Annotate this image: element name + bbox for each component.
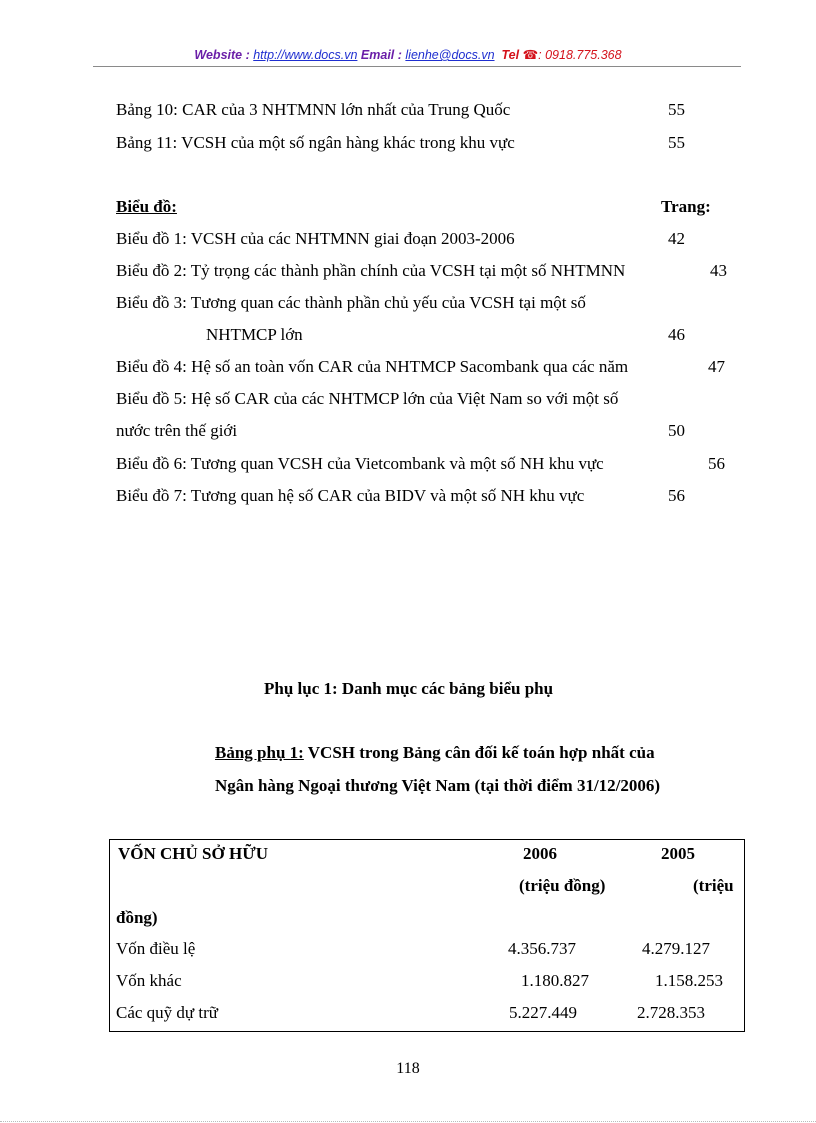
table-unit-2006: (triệu đồng) bbox=[519, 876, 606, 895]
page-number: 118 bbox=[396, 1060, 420, 1077]
list-item: Biểu đồ 4: Hệ số an toàn vốn CAR của NHTMCP Sacombank qua các năm bbox=[116, 357, 629, 376]
website-link[interactable]: http://www.docs.vn bbox=[253, 48, 358, 62]
table-unit-2005: (triệu bbox=[693, 876, 734, 895]
email-label: Email bbox=[360, 48, 395, 62]
page-bottom-border bbox=[0, 1121, 816, 1122]
list-item-page: 43 bbox=[710, 261, 727, 280]
list-item-page: 56 bbox=[668, 486, 685, 505]
phone-icon: ☎ bbox=[522, 48, 539, 62]
list-item-continuation: NHTMCP lớn bbox=[206, 325, 303, 344]
table-row-name: Các quỹ dự trữ bbox=[116, 1003, 218, 1022]
list-item-page: 42 bbox=[668, 229, 685, 248]
subtable-title-line1 bbox=[215, 743, 655, 763]
table-row-name: Vốn điều lệ bbox=[116, 939, 196, 958]
table-row-2006: 4.356.737 bbox=[508, 939, 576, 958]
table-row-2005: 1.158.253 bbox=[655, 971, 723, 990]
email-separator: : bbox=[394, 48, 406, 62]
table-header-equity: VỐN CHỦ SỞ HỮU bbox=[118, 844, 269, 863]
table-row-name: Vốn khác bbox=[116, 971, 182, 990]
header-divider bbox=[93, 66, 741, 67]
appendix-title: Phụ lục 1: Danh mục các bảng biểu phụ bbox=[264, 679, 554, 698]
list-item-page: 55 bbox=[668, 133, 685, 152]
charts-heading: Biểu đồ: bbox=[116, 197, 177, 216]
tel-label: Tel bbox=[501, 48, 520, 62]
subtable-label: Bảng phụ 1: bbox=[215, 743, 304, 762]
table-unit-continuation: đồng) bbox=[116, 908, 158, 927]
list-item: Biểu đồ 1: VCSH của các NHTMNN giai đoạn 2003-2006 bbox=[116, 229, 515, 248]
table-row-2005: 2.728.353 bbox=[637, 1003, 705, 1022]
equity-table bbox=[109, 839, 745, 1032]
page-header bbox=[0, 47, 816, 62]
subtable-title-text: VCSH trong Bảng cân đối kế toán hợp nhất của bbox=[303, 743, 655, 762]
tel-number: : 0918.775.368 bbox=[538, 48, 622, 62]
table-header-2006: 2006 bbox=[523, 844, 557, 863]
list-item-page: 55 bbox=[668, 100, 685, 119]
table-row-2005: 4.279.127 bbox=[642, 939, 710, 958]
list-item-page: 50 bbox=[668, 421, 685, 440]
list-item-page: 47 bbox=[708, 357, 725, 376]
email-link[interactable]: lienhe@docs.vn bbox=[405, 48, 495, 62]
list-item-page: 46 bbox=[668, 325, 685, 344]
table-row-2006: 1.180.827 bbox=[521, 971, 589, 990]
page-column-heading: Trang: bbox=[661, 197, 711, 216]
list-item: Bảng 10: CAR của 3 NHTMNN lớn nhất của Trung Quốc bbox=[116, 100, 511, 119]
list-item-continuation: nước trên thế giới bbox=[116, 421, 238, 440]
table-row-2006: 5.227.449 bbox=[509, 1003, 577, 1022]
list-item: Biểu đồ 6: Tương quan VCSH của Vietcombank và một số NH khu vực bbox=[116, 454, 604, 473]
table-header-2005: 2005 bbox=[661, 844, 695, 863]
website-label: Website : bbox=[194, 48, 254, 62]
list-item: Biểu đồ 7: Tương quan hệ số CAR của BIDV và một số NH khu vực bbox=[116, 486, 585, 505]
list-item: Biểu đồ 3: Tương quan các thành phần chủ yếu của VCSH tại một số bbox=[116, 293, 586, 312]
subtable-title-line2: Ngân hàng Ngoại thương Việt Nam (tại thời điểm 31/12/2006) bbox=[215, 776, 661, 795]
list-item-page: 56 bbox=[708, 454, 725, 473]
list-item: Biểu đồ 5: Hệ số CAR của các NHTMCP lớn của Việt Nam so với một số bbox=[116, 389, 619, 408]
list-item: Bảng 11: VCSH của một số ngân hàng khác trong khu vực bbox=[116, 133, 515, 152]
list-item: Biểu đồ 2: Tỷ trọng các thành phần chính của VCSH tại một số NHTMNN bbox=[116, 261, 626, 280]
